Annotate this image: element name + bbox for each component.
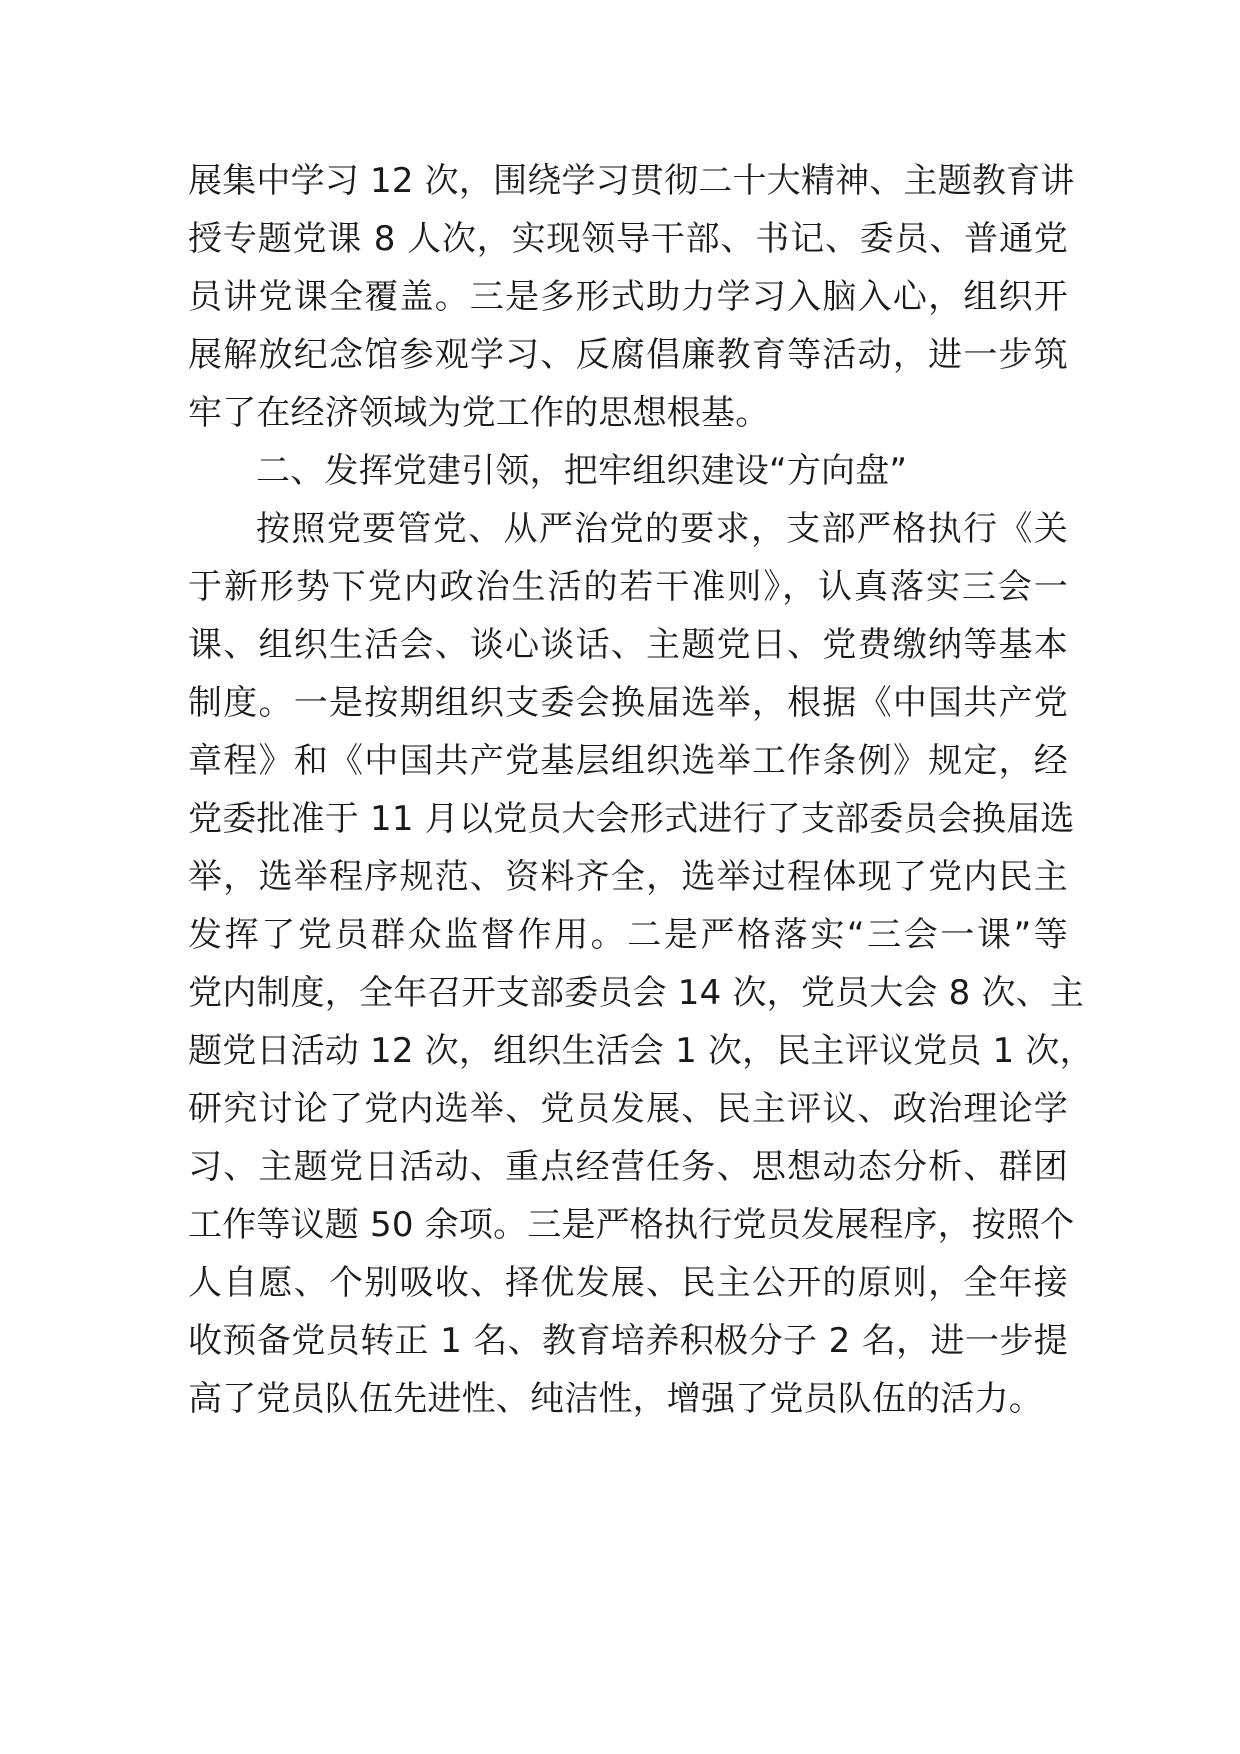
paragraph-line: 发挥了党员群众监督作用。二是严格落实“三会一课”等 [188,915,1068,955]
paragraph-line: 高了党员队伍先进性、纯洁性，增强了党员队伍的活力。 [188,1379,1043,1419]
paragraph-line: 员讲党课全覆盖。三是多形式助力学习入脑入心，组织开 [188,277,1068,317]
paragraph-line: 党委批准于 11 月以党员大会形式进行了支部委员会换届选 [188,799,1075,839]
paragraph-line: 工作等议题 50 余项。三是严格执行党员发展程序，按照个 [188,1205,1075,1245]
paragraph-line: 收预备党员转正 1 名、教育培养积极分子 2 名，进一步提 [188,1321,1068,1361]
paragraph-line: 习、主题党日活动、重点经营任务、思想动态分析、群团 [188,1147,1068,1187]
paragraph-line: 制度。一是按期组织支委会换届选举，根据《中国共产党 [188,683,1068,723]
paragraph-line: 授专题党课 8 人次，实现领导干部、书记、委员、普通党 [188,219,1068,259]
paragraph-line: 展集中学习 12 次，围绕学习贯彻二十大精神、主题教育讲 [188,161,1075,201]
paragraph-line: 章程》和《中国共产党基层组织选举工作条例》规定，经 [188,741,1068,781]
paragraph-line: 研究讨论了党内选举、党员发展、民主评议、政治理论学 [188,1089,1068,1129]
paragraph-line: 人自愿、个别吸收、择优发展、民主公开的原则，全年接 [188,1263,1068,1303]
paragraph-line: 按照党要管党、从严治党的要求，支部严格执行《关 [256,509,1068,549]
paragraph-line: 牢了在经济领域为党工作的思想根基。 [188,393,770,433]
paragraph-line: 党内制度，全年召开支部委员会 14 次，党员大会 8 次、主 [188,973,1085,1013]
paragraph-line: 课、组织生活会、谈心谈话、主题党日、党费缴纳等基本 [188,625,1068,665]
paragraph-line: 举，选举程序规范、资料齐全，选举过程体现了党内民主 [188,857,1068,897]
section-heading: 二、发挥党建引领，把牢组织建设“方向盘” [256,451,908,491]
paragraph-line: 于新形势下党内政治生活的若干准则》，认真落实三会一 [188,567,1068,607]
paragraph-line: 展解放纪念馆参观学习、反腐倡廉教育等活动，进一步筑 [188,335,1068,375]
paragraph-line: 题党日活动 12 次，组织生活会 1 次，民主评议党员 1 次， [188,1031,1094,1071]
